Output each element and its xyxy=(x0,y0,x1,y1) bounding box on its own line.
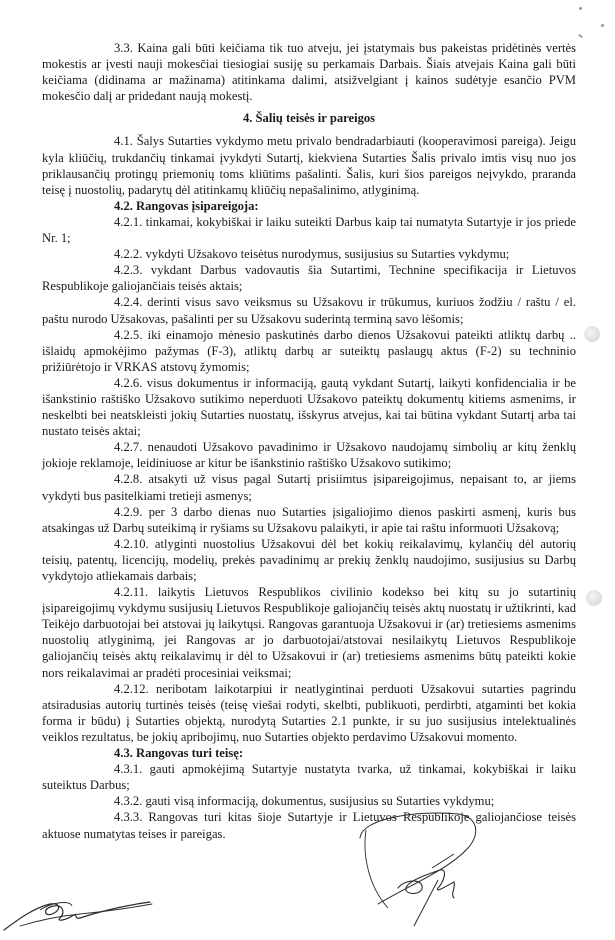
clause-4-3-1: 4.3.1. gauti apmokėjimą Sutartyje nustatyta tvarka, už tinkamai, kokybiškai ir laiku suteiktus Darbus; xyxy=(42,762,576,793)
clause-4-3-3: 4.3.3. Rangovas turi kitas šioje Sutartyje ir Lietuvos Respublikoje galiojančiose teisės aktuose numatytas teises ir pareigas. xyxy=(42,810,576,841)
punch-hole-mark xyxy=(586,590,602,606)
scan-speck xyxy=(601,24,604,27)
section-4-title: 4. Šalių teisės ir pareigos xyxy=(242,111,376,126)
clause-4-2-5: 4.2.5. iki einamojo mėnesio paskutinės darbo dienos Užsakovui pateikti atliktų darbų .. išlaidų apmokėjimo pažymas (F-3), atliktų darbų ar suteiktų paslaugų aktus (F-2) su techninio prižiūrėtojo ir VRKAS atstovų žymomis; xyxy=(42,327,576,374)
clause-4-2-10: 4.2.10. atlyginti nuostolius Užsakovui dėl bet kokių reikalavimų, kylančių dėl autorių teisių, patentų, licencijų, modelių, prekės pavadinimų ar prekių ženklų naudojimo, susijusius su Darbų vykdytojo atliekamais darbais; xyxy=(42,536,576,583)
clause-4-2-7: 4.2.7. nenaudoti Užsakovo pavadinimo ir Užsakovo naudojamų simbolių ar kitų ženklų jokioje reklamoje, leidiniuose ar kitur be išankstinio raštiško Užsakovo sutikimo; xyxy=(42,440,576,471)
clause-4-2-3: 4.2.3. vykdant Darbus vadovautis šia Sutartimi, Technine specifikacija ir Lietuvos Respublikoje galiojančiais teisės aktais; xyxy=(42,263,576,294)
clause-4-2-8: 4.2.8. atsakyti už visus pagal Sutartį prisiimtus įsipareigojimus, nepaisant to, ar jiems vykdyti bus pasitelkiami tretieji asmenys; xyxy=(42,472,576,503)
scan-speck xyxy=(578,34,583,39)
clause-4-2-4: 4.2.4. derinti visus savo veiksmus su Užsakovu ir trūkumus, kuriuos žodžiu / raštu / el. paštu nurodo Užsakovas, pašalinti per su Užsakovu suderintą terminą savo lėšomis; xyxy=(42,295,576,326)
signature-left xyxy=(0,890,160,940)
subsection-4-3-title: 4.3. Rangovas turi teisę: xyxy=(114,746,244,761)
clause-4-3-2: 4.3.2. gauti visą informaciją, dokumentus, susijusius su Sutarties vykdymu; xyxy=(114,794,495,809)
clause-4-2-1: 4.2.1. tinkamai, kokybiškai ir laiku suteikti Darbus kaip tai numatyta Sutartyje ir jos priede Nr. 1; xyxy=(42,214,576,246)
subsection-4-2-title: 4.2. Rangovas įsipareigoja: xyxy=(114,198,259,213)
clause-4-2-2: 4.2.2. vykdyti Užsakovo teisėtus nurodymus, susijusius su Sutarties vykdymu; xyxy=(114,247,510,262)
clause-4-2-11: 4.2.11. laikytis Lietuvos Respublikos civilinio kodekso bei kitų su jo sutartinių įsipareigojimų vykdymu susijusių Lietuvos Respublikoje galiojančių teisės aktų nuostatų ir užtikrinti, kad Teikėjo darbuotojai bei atstovai jų laikytųsi. Rangovas garantuoja Užsakovui ir (ar) tretiesiems asmenims nuostolių atlyginimą, jei Rangovas ar jo darbuotojai/atstovai nesilaikytų Lietuvos Respublikoje galiojančių teisės aktų reikalavimų ir dėl to Užsakovui ir (ar) tretiesiems asmenims būtų pateikti kokie nors reikalavimai ar pradėti procesiniai veiksmai; xyxy=(42,585,576,680)
clause-4-2-6: 4.2.6. visus dokumentus ir informaciją, gautą vykdant Sutartį, laikyti konfidencialia ir be išankstinio raštiško Užsakovo sutikimo neperduoti Užsakovo pateiktų dokumentų kitiems asmenims, ir neskelbti bei neatskleisti jokių Sutarties nuostatų, išskyrus atvejus, kai tai būtina vykdant Sutartį arba tai nustato teisės aktai; xyxy=(42,375,576,439)
clause-3-3: 3.3. Kaina gali būti keičiama tik tuo atveju, jei įstatymais bus pakeistas pridėtinės vertės mokestis ar įvesti nauji mokesčiai tiesiogiai susiję su perkamais Darbais. Šiais atvejais Kaina gali būti keičiama (didinama ar mažinama) atitinkama dalimi, atsižvelgiant į kainos sudėtyje esančio PVM mokesčio dalį ar pridedant naują mokestį. xyxy=(42,41,576,104)
scan-speck xyxy=(579,7,582,10)
clause-4-1: 4.1. Šalys Sutarties vykdymo metu privalo bendradarbiauti (kooperavimosi pareiga). Jeigu kyla kliūčių, trukdančių tinkamai įvykdyti Sutartį, kiekviena Sutarties Šalis privalo imtis visų nuo jos priklausančių protingų priemonių toms kliūtims pašalinti. Šalis, kuri šios pareigos neįvykdo, praranda teisę į nuostolių, padarytų dėl atitinkamų kliūčių nepašalinimo, atlyginimą. xyxy=(42,134,576,197)
punch-hole-mark xyxy=(584,326,600,342)
document-page xyxy=(42,40,576,842)
clause-4-2-9: 4.2.9. per 3 darbo dienas nuo Sutarties įsigaliojimo dienos paskirti asmenį, kuris bus atsakingas už Darbų suteikimą ir ryšiams su Užsakovu palaikyti, ir apie tai raštu informuoti Užsakovą; xyxy=(42,504,576,535)
clause-4-2-12: 4.2.12. neribotam laikotarpiui ir neatlygintinai perduoti Užsakovui sutarties pagrindu atsiradusias autorių turtinės teisės (teisę viešai rodyti, skelbti, publikuoti, perdirbti, atgaminti bet kokia forma ir būdu) į Sutarties objektą, nurodytą Sutarties 2.1 punkte, ir su juo susijusius intelektualinės veiklos rezultatus, be jokių apribojimų, nuo Sutarties objekto perdavimo Užsakovui momento. xyxy=(42,681,576,744)
signature-right xyxy=(358,808,498,933)
